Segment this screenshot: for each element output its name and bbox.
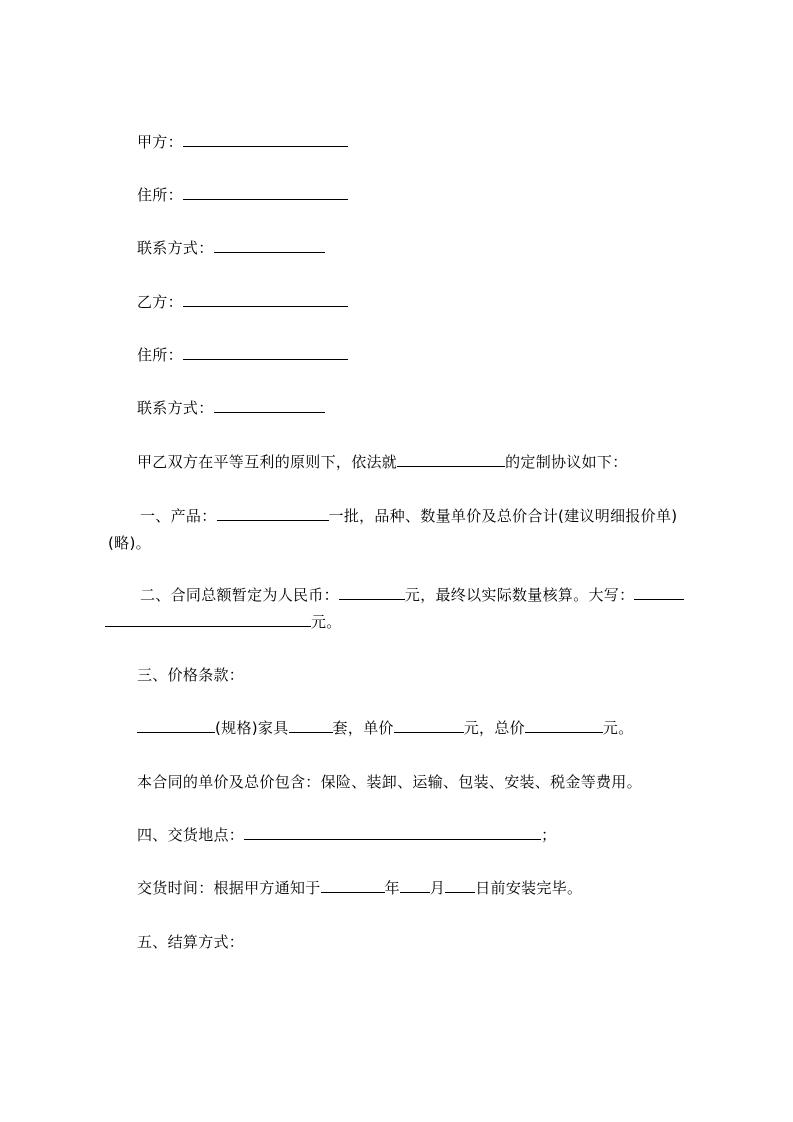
set-count-blank[interactable] <box>289 718 333 733</box>
clause5-title <box>137 931 244 953</box>
contact-b-line <box>137 397 325 419</box>
intro-before: 甲乙双方在平等互利的原则下，依法就 <box>137 453 398 471</box>
clause1-line <box>140 505 677 527</box>
party-b-label: 乙方： <box>137 293 183 311</box>
address-b-label: 住所： <box>137 346 183 364</box>
total-price-blank[interactable] <box>525 718 603 733</box>
contact-b-blank[interactable] <box>214 398 325 413</box>
clause1-after: 一批，品种、数量单价及总价合计(建议明细报价单) <box>328 507 678 525</box>
product-blank[interactable] <box>217 506 329 521</box>
agreement-subject-blank[interactable] <box>397 452 505 467</box>
clause1-before: 一、产品： <box>140 507 217 525</box>
clause3-price-line <box>137 717 634 739</box>
clause3-title-text: 三、价格条款： <box>137 666 245 684</box>
month-label: 月 <box>429 879 446 897</box>
address-b-blank[interactable] <box>183 345 348 360</box>
clause3-title <box>137 664 244 686</box>
party-b-blank[interactable] <box>183 292 348 307</box>
delivery-time-before: 交货时间：根据甲方通知于 <box>137 879 321 897</box>
address-a-label: 住所： <box>137 186 183 204</box>
unit-price-blank[interactable] <box>394 718 464 733</box>
clause3-includes: 本合同的单价及总价包含：保险、装卸、运输、包装、安装、税金等费用。 <box>137 773 642 791</box>
clause3-set: 套，单价 <box>332 719 394 737</box>
year-blank[interactable] <box>321 878 385 893</box>
clause2-mid: 元，最终以实际数量核算。大写： <box>404 586 635 604</box>
amount-words-blank-2[interactable] <box>105 612 311 627</box>
intro-after: 的定制协议如下： <box>505 453 628 471</box>
clause2-line2 <box>105 611 342 633</box>
spec-blank[interactable] <box>137 718 215 733</box>
contact-a-label: 联系方式： <box>137 239 214 257</box>
delivery-place-blank[interactable] <box>244 825 541 840</box>
address-a-line <box>137 184 348 206</box>
clause2-end: 元。 <box>311 613 342 631</box>
clause2-before: 二、合同总额暂定为人民币： <box>140 586 339 604</box>
party-b-line <box>137 291 348 313</box>
year-label: 年 <box>384 879 400 897</box>
clause3-end: 元。 <box>602 719 634 737</box>
contact-a-line <box>137 237 325 259</box>
clause2-line <box>140 584 684 606</box>
delivery-time-line <box>137 877 582 899</box>
amount-words-blank-1[interactable] <box>634 585 684 600</box>
clause1-line2 <box>108 532 151 554</box>
clause5-title-text: 五、结算方式： <box>137 933 245 951</box>
party-a-blank[interactable] <box>183 132 348 147</box>
total-amount-blank[interactable] <box>339 585 405 600</box>
clause4-line <box>137 824 556 846</box>
month-blank[interactable] <box>400 878 430 893</box>
address-b-line <box>137 344 348 366</box>
clause1-omitted: (略)。 <box>108 534 151 552</box>
clause3-spec: (规格)家具 <box>215 719 289 737</box>
clause4-end: ； <box>541 826 557 844</box>
contact-b-label: 联系方式： <box>137 399 214 417</box>
clause4-title: 四、交货地点： <box>137 826 245 844</box>
day-after: 日前安装完毕。 <box>475 879 583 897</box>
day-blank[interactable] <box>445 878 475 893</box>
address-a-blank[interactable] <box>183 185 348 200</box>
contact-a-blank[interactable] <box>214 238 325 253</box>
party-a-label: 甲方： <box>137 133 183 151</box>
party-a-line <box>137 131 348 153</box>
clause3-unit: 元，总价 <box>463 719 525 737</box>
intro-line <box>137 451 628 473</box>
clause3-includes-line <box>137 771 642 793</box>
